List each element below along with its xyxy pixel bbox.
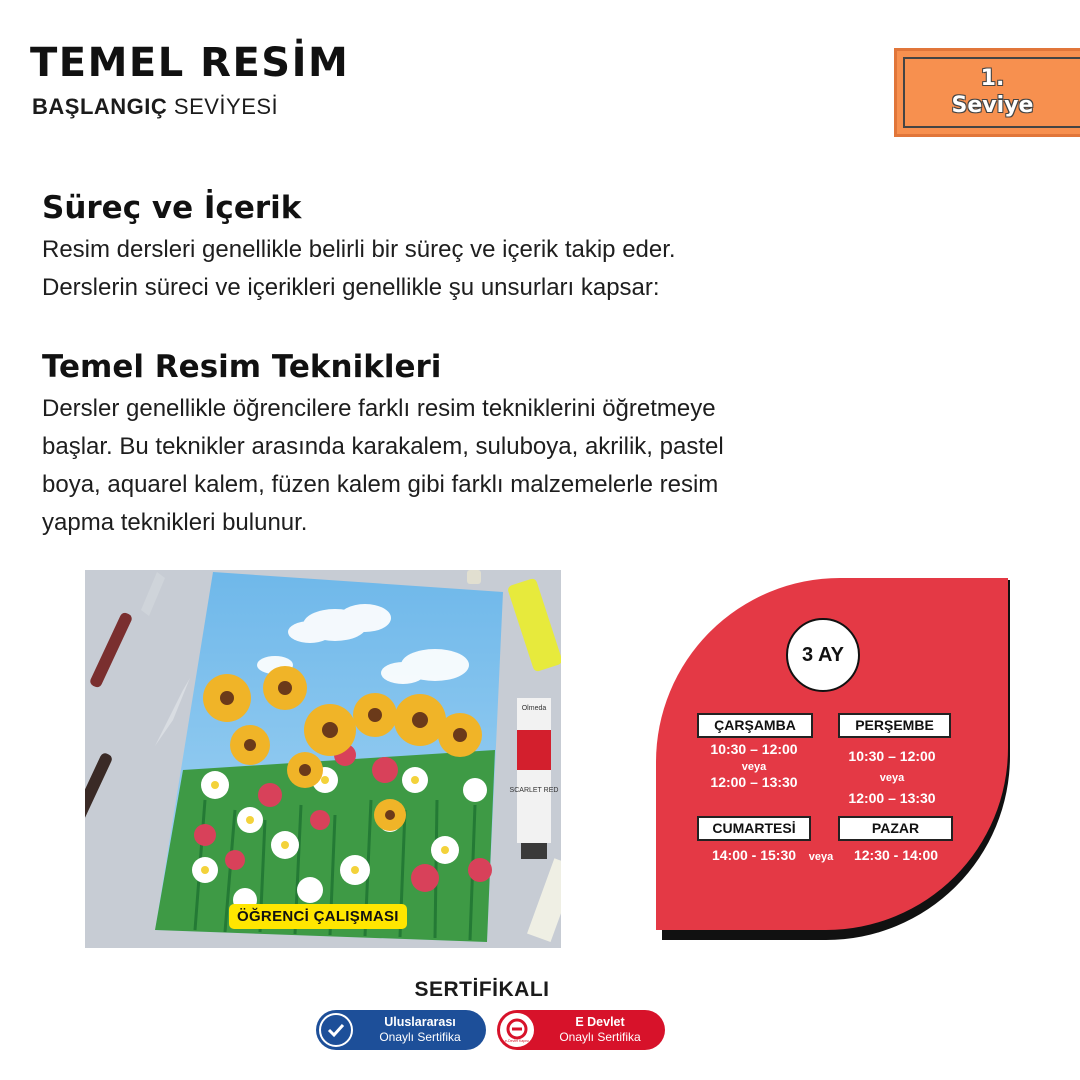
- text-line: Dersler genellikle öğrencilere farklı resim tekniklerini öğretmeye: [42, 395, 716, 422]
- section-text-techniques: [42, 390, 842, 542]
- certificate-title: SERTİFİKALI: [414, 978, 550, 1001]
- section-heading-techniques: Temel Resim Teknikleri: [42, 349, 442, 385]
- international-certificate-badge: [316, 1010, 486, 1050]
- subtitle-rest: SEVİYESİ: [167, 94, 279, 119]
- time-slot: 10:30 – 12:00: [848, 748, 936, 764]
- day-wednesday: ÇARŞAMBA: [697, 713, 813, 738]
- time-slot: 12:00 – 13:30: [710, 774, 798, 790]
- badge-line2: Onaylı Sertifika: [559, 1030, 641, 1044]
- badge-line1: E Devlet: [575, 1015, 625, 1029]
- time-slot: 14:00 - 15:30: [711, 847, 797, 863]
- time-slot: 12:30 - 14:00: [853, 847, 939, 863]
- level-subtitle: [32, 94, 278, 120]
- time-slot: 10:30 – 12:00: [710, 741, 798, 757]
- badge-line2: Onaylı Sertifika: [379, 1030, 461, 1044]
- level-badge: [894, 48, 1080, 137]
- day-saturday: CUMARTESİ: [697, 816, 811, 841]
- text-line: boya, aquarel kalem, füzen kalem gibi farklı malzemelerle resim: [42, 471, 719, 498]
- artwork-illustration: [85, 570, 561, 948]
- or-text: veya: [741, 761, 767, 773]
- section-text-process: [42, 231, 842, 307]
- day-sunday: PAZAR: [838, 816, 953, 841]
- student-artwork-photo: [85, 570, 561, 948]
- level-label: Seviye: [951, 92, 1034, 118]
- section-heading-process: Süreç ve İçerik: [42, 190, 302, 226]
- or-text: veya: [879, 772, 905, 784]
- check-icon: [319, 1013, 353, 1047]
- tube-brand: Olmeda: [521, 705, 547, 712]
- text-line: Derslerin süreci ve içerikleri genellikle şu unsurları kapsar:: [42, 274, 660, 301]
- day-thursday: PERŞEMBE: [838, 713, 951, 738]
- or-text: veya: [808, 851, 834, 863]
- text-line: yapma teknikleri bulunur.: [42, 509, 308, 536]
- subtitle-bold: BAŞLANGIÇ: [32, 94, 168, 119]
- text-line: Resim dersleri genellikle belirli bir süreç ve içerik takip eder.: [42, 236, 676, 263]
- tube-label: SCARLET RED: [509, 787, 559, 794]
- badge-line1: Uluslararası: [384, 1015, 456, 1029]
- student-work-caption: ÖĞRENCİ ÇALIŞMASI: [229, 904, 407, 929]
- edevlet-mark-text: e-Devlet Kapısı: [505, 1039, 529, 1043]
- schedule-card: [654, 578, 1010, 940]
- time-slot: 12:00 – 13:30: [848, 790, 936, 806]
- course-duration: 3 AY: [786, 618, 860, 692]
- edevlet-logo-icon: [500, 1013, 534, 1047]
- text-line: başlar. Bu teknikler arasında karakalem, suluboya, akrilik, pastel: [42, 433, 724, 460]
- edevlet-certificate-badge: [497, 1010, 665, 1050]
- page-title: TEMEL RESİM: [30, 40, 350, 86]
- level-number: 1.: [980, 66, 1005, 92]
